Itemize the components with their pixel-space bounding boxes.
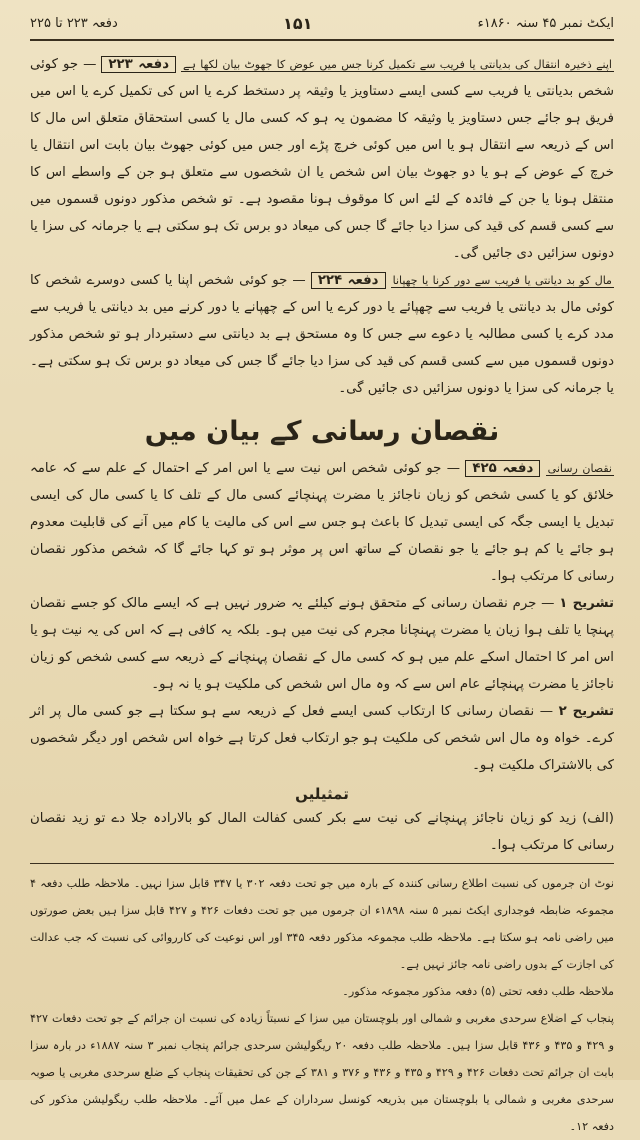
section-224-side-note: مال کو بد دیانتی یا فریب سے دور کرنا یا چھپانا bbox=[392, 274, 612, 287]
explanation-1-label: تشریح ۱ bbox=[559, 596, 614, 611]
explanation-1-text: جرم نقصان رسانی کے متحقق ہونے کیلئے یہ ضرور نہیں ہے کہ ایسے مالک کو جسے نقصان پہنچا یا تلف ہوا زیان یا مضرت پہنچانا مجرم کی نیت میں ہو۔ بلکہ یہ کافی ہے کہ اس کی یہ نیت ہو یا اس امر کا احتمال اسکے علم میں ہو کہ کسی مال کے نقصان پہنچانے کے ذریعہ سے کسی شخص کو زیان ناجائز یا مضرت پہنچائے عام اس سے کہ وہ مال اس شخص کی ملکیت ہو یا نہ ہو۔ bbox=[30, 596, 614, 692]
section-223-text: جو کوئی شخص بدیانتی یا فریب سے کسی ایسے دستاویز یا وثیقہ پر دستخط کرے یا اس کی تکمیل کرے یا اس میں فریق ہو جائے جس دستاویز یا وثیقہ کا مضمون یہ ہو کہ کسی مال یا کسی استحقاق متعلق اس مال کا اس کے ذریعہ سے انتقال ہو یا اس میں کوئی خرچ پڑے اور جس میں کوئی جھوٹ بیان بابت اس انتقال یا خرچ کے عوض کے ہو یا دو جھوٹ بیان اس شخص یا ان شخصوں سے متعلق ہو جن کے واسطے اس کا منتقل ہونا یا جن کے فائدہ کے لئے اس کا موقوف ہونا مقصود ہے۔ تو شخص مذکور دونوں قسموں میں سے کسی قسم کی قید کی سزا دیا جائے گا جس کی میعاد دو برس تک ہو سکتی ہے یا جرمانہ کی سزا یا دونوں سزائیں دی جائیں گی۔ bbox=[30, 57, 614, 261]
explanation-2: تشریح ۲ — نقصان رسانی کا ارتکاب کسی ایسے فعل کے ذریعہ سے ہو سکتا ہے جو کسی مال پر اثر کرے۔ خواہ وہ مال اس شخص کی ملکیت ہو جو ارتکاب فعل کرتا ہے خواہ اس شخص اور دیگر شخصوں کی بالاشتراک ملکیت ہو۔ bbox=[30, 704, 614, 773]
explanation-2-text: نقصان رسانی کا ارتکاب کسی ایسے فعل کے ذریعہ سے ہو سکتا ہے جو کسی مال پر اثر کرے۔ خواہ وہ مال اس شخص کی ملکیت ہو جو ارتکاب فعل کرتا ہے خواہ اس شخص اور دیگر شخصوں کی بالاشتراک ملکیت ہو۔ bbox=[30, 704, 614, 773]
header-act-title: ایکٹ نمبر ۴۵ سنہ ۱۸۶۰ء bbox=[477, 16, 614, 31]
header-section-range: دفعہ ۲۲۳ تا ۲۲۵ bbox=[30, 16, 118, 31]
section-223: اپنے ذخیرہ انتقال کی بدیانتی یا فریب سے تکمیل کرنا جس میں عوض کا جھوٹ بیان لکھا ہے دفعہ ۲۲۳ — جو کوئی شخص بدیانتی یا فریب سے کسی ایسے دستاویز یا وثیقہ پر دستخط کرے یا اس کی تکمیل کرے یا اس میں فریق ہو جائے جس دستاویز یا وثیقہ کا مضمون یہ ہو کہ کسی مال یا کسی استحقاق متعلق اس مال کا اس کے ذریعہ سے انتقال ہو یا اس میں کوئی خرچ پڑے اور جس میں کوئی جھوٹ بیان بابت اس انتقال یا خرچ کے عوض کے ہو یا دو جھوٹ بیان اس شخص یا ان شخصوں سے متعلق ہو جن کے واسطے اس کا منتقل ہونا یا جن کے فائدہ کے لئے اس کا موقوف ہونا مقصود ہے۔ تو شخص مذکور دونوں قسموں میں سے کسی قسم کی قید کی سزا دیا جائے گا جس کی میعاد دو برس تک ہو سکتی ہے یا جرمانہ کی سزا یا دونوں سزائیں دی جائیں گی۔ bbox=[30, 57, 614, 261]
section-224-text: جو کوئی شخص اپنا یا کسی دوسرے شخص کا کوئی مال بد دیانتی یا فریب سے چھپائے یا دور کرے یا اس کے چھپانے یا دور کرنے میں بد دیانتی یا فریب سے مدد کرے یا کسی مطالبہ یا دعوے سے جس کا وہ مستحق ہے بد دیانتی سے دستبردار ہو تو شخص مذکور دونوں قسموں میں سے کسی قسم کی قید کی سزا دیا جائے گا جس کی میعاد دو برس تک ہو سکتی ہے۔ یا جرمانہ کی سزا یا دونوں سزائیں دی جائیں گی۔ bbox=[30, 273, 614, 396]
notes-rule bbox=[30, 863, 614, 864]
section-224-label: دفعہ ۲۲۴ bbox=[311, 272, 386, 289]
section-223-side-note: اپنے ذخیرہ انتقال کی بدیانتی یا فریب سے تکمیل کرنا جس میں عوض کا جھوٹ بیان لکھا ہے bbox=[183, 58, 612, 71]
explanation-1: تشریح ۱ — جرم نقصان رسانی کے متحقق ہونے کیلئے یہ ضرور نہیں ہے کہ ایسے مالک کو جسے نقصان پہنچا یا تلف ہوا زیان یا مضرت پہنچانا مجرم کی نیت میں ہو۔ بلکہ یہ کافی ہے کہ اس کی یہ نیت ہو یا اس امر کا احتمال اسکے علم میں ہو کہ کسی مال کے نقصان پہنچانے کے ذریعہ سے کسی شخص کو زیان ناجائز یا مضرت پہنچائے عام اس سے کہ وہ مال اس شخص کی ملکیت ہو یا نہ ہو۔ bbox=[30, 596, 614, 692]
header-rule bbox=[30, 39, 614, 41]
note-2: ملاحظہ طلب دفعہ تحتی (۵) دفعہ مذکور مجموعہ مذکور۔ bbox=[342, 985, 614, 998]
section-425-side-note: نقصان رسانی bbox=[547, 462, 612, 475]
illustrations-heading: تمثیلیں bbox=[295, 785, 349, 803]
page-number: ۱۵۱ bbox=[283, 14, 313, 33]
chapter-heading: نقصان رسانی کے بیان میں bbox=[144, 416, 500, 447]
explanation-2-label: تشریح ۲ bbox=[558, 704, 614, 719]
section-425: نقصان رسانی دفعہ ۴۲۵ — جو کوئی شخص اس نیت سے یا اس امر کے احتمال کے علم سے کہ عامہ خلائق کو یا کسی شخص کو زیان ناجائز یا مضرت پہنچائے کسی مال کے تلف کا یا کسی مال کی ایسی تبدیل یا ایسی جگہ کی ایسی تبدیل کا باعث ہو جس سے اس کی مالیت یا کام میں آنے کی قابلیت معدوم ہو جائے یا کم ہو جائے یا جو نقصان کے ساتھ اس پر موثر ہو تو کہا جائے گا کہ شخص مذکور نقصان رسانی کا مرتکب ہوا۔ bbox=[30, 461, 614, 584]
note-3: پنجاب کے اضلاع سرحدی مغربی و شمالی اور بلوچستان میں سزا کے نسبتاً زیادہ کی نسبت ان جرائم کے جو تحت دفعات ۴۲۷ و ۴۲۹ و ۴۳۵ و ۴۳۶ قابل سزا ہیں۔ ملاحظہ طلب دفعہ ۲۰ ریگولیشن سرحدی جرائم پنجاب نمبر ۳ سنہ ۱۸۸۷ء در بارہ سزا بابت ان جرائم تحت دفعات ۴۲۶ و ۴۲۹ و ۴۳۵ و ۴۳۶ و ۳۷۶ و ۳۸۱ کے جن کی تحقیقات پنجاب کے ضلع سرحدی مغربی یا صوبہ سرحدی مغربی و شمالی یا بلوچستان میں بذریعہ کونسل سرداران کے عمل میں آئے۔ ملاحظہ طلب ریگولیشن مذکور کی دفعہ ۱۲۔ bbox=[30, 1012, 615, 1133]
note-1: نوٹ ان جرموں کی نسبت اطلاع رسانی کنندہ کے بارہ میں جو تحت دفعہ ۳۰۲ یا ۳۴۷ قابل سزا نہیں۔ ملاحظہ طلب دفعہ ۴ مجموعہ ضابطہ فوجداری ایکٹ نمبر ۵ سنہ ۱۸۹۸ء ان جرموں میں جو تحت دفعات ۴۲۶ و ۴۲۷ قابل سزا ہیں بعض صورتوں میں راضی نامہ ہو سکتا ہے۔ ملاحظہ طلب مجموعہ مذکور دفعہ ۳۴۵ اور اس نوعیت کی کارروائی کی نسبت کہ جب عدالت کی اجازت کے بدوں راضی نامہ جائز نہیں ہے۔ bbox=[30, 877, 615, 971]
section-223-label: دفعہ ۲۲۳ bbox=[101, 56, 176, 73]
section-425-text: جو کوئی شخص اس نیت سے یا اس امر کے احتمال کے علم سے کہ عامہ خلائق کو یا کسی شخص کو زیان ناجائز یا مضرت پہنچائے کسی مال کے تلف کا یا کسی مال کی ایسی تبدیل یا ایسی جگہ کی ایسی تبدیل کا باعث ہو جس سے اس کی مالیت یا کام میں آنے کی قابلیت معدوم ہو جائے یا کم ہو جائے یا جو نقصان کے ساتھ اس پر موثر ہو تو کہا جائے گا کہ شخص مذکور نقصان رسانی کا مرتکب ہوا۔ bbox=[30, 461, 614, 584]
section-425-label: دفعہ ۴۲۵ bbox=[465, 460, 540, 477]
illustration-a: (الف) زید کو زیان ناجائز پہنچانے کی نیت سے بکر کسی کفالت المال کو بالارادہ جلا دے تو زید نقصان رسانی کا مرتکب ہوا۔ bbox=[30, 811, 614, 853]
section-224: مال کو بد دیانتی یا فریب سے دور کرنا یا چھپانا دفعہ ۲۲۴ — جو کوئی شخص اپنا یا کسی دوسرے شخص کا کوئی مال بد دیانتی یا فریب سے چھپائے یا دور کرے یا اس کے چھپانے یا دور کرنے میں بد دیانتی یا فریب سے مدد کرے یا کسی مطالبہ یا دعوے سے جس کا وہ مستحق ہے بد دیانتی سے دستبردار ہو تو شخص مذکور دونوں قسموں میں سے کسی قسم کی قید کی سزا دیا جائے گا جس کی میعاد دو برس تک ہو سکتی ہے۔ یا جرمانہ کی سزا یا دونوں سزائیں دی جائیں گی۔ bbox=[30, 273, 614, 396]
page-header bbox=[30, 14, 614, 33]
